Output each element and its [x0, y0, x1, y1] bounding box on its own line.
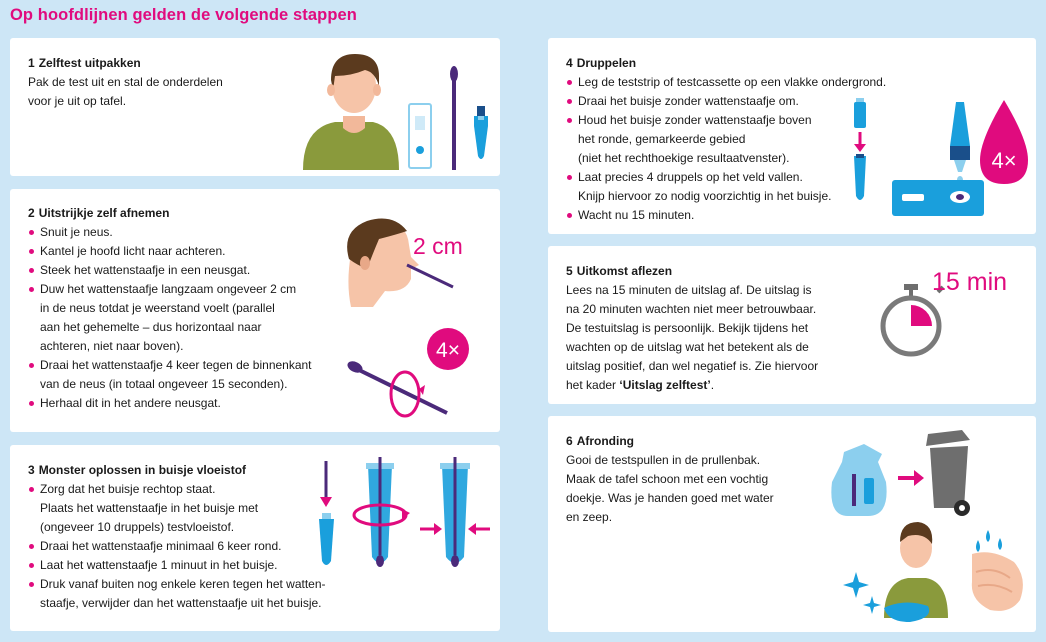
step-2-heading: 2 Uitstrijkje zelf afnemen: [28, 206, 170, 220]
list-item: Druk vanaf buiten nog enkele keren tegen het watten- staafje, verwijder dan het wattenstaafje uit het buisje.: [28, 575, 326, 613]
list-item: Steek het wattenstaafje in een neusgat.: [28, 261, 312, 280]
step-2-bullets: [28, 223, 312, 413]
step-1-text: Pak de test uit en stal de onderdelen voor je uit op tafel.: [28, 75, 223, 108]
step-3-bullets: [28, 480, 326, 613]
step-5-heading: 5 Uitkomst aflezen: [566, 264, 673, 278]
list-item: Duw het wattenstaafje langzaam ongeveer 2 cm in de neus totdat je weerstand voelt (parallel aan het gehemelte – dus horizontaal naar achteren, niet naar boven).: [28, 280, 312, 356]
step-3-card: [10, 445, 500, 631]
list-item: Houd het buisje zonder wattenstaafje boven het ronde, gemarkeerde gebied (niet het rechthoekige resultaatvenster).: [566, 111, 886, 168]
list-item: Zorg dat het buisje rechtop staat. Plaats het wattenstaafje in het buisje met (ongeveer 10 druppels) testvloeistof.: [28, 480, 326, 537]
person-unpacking-illustration: [295, 46, 495, 174]
step-6-card: [548, 416, 1036, 632]
list-item: Draai het wattenstaafje minimaal 6 keer rond.: [28, 537, 326, 556]
cleanup-illustration: [824, 422, 1032, 628]
step-5-card: [548, 246, 1036, 404]
nose-swab-illustration: [335, 199, 495, 425]
list-item: Draai het wattenstaafje 4 keer tegen de binnenkant van de neus (in totaal ongeveer 15 seconden).: [28, 356, 312, 394]
depth-label: 2 cm: [413, 233, 463, 259]
dropping-illustration: [846, 96, 1032, 228]
step-6-text: Gooi de testspullen in de prullenbak. Maak de tafel schoon met een vochtig doekje. Was je handen goed met water en zeep.: [566, 453, 774, 524]
list-item: Wacht nu 15 minuten.: [566, 206, 886, 225]
list-item: Leg de teststrip of testcassette op een vlakke ondergrond.: [566, 73, 886, 92]
list-item: Kantel je hoofd licht naar achteren.: [28, 242, 312, 261]
step-4-bullets: [566, 73, 886, 225]
step-6-heading: 6 Afronding: [566, 434, 635, 448]
page-title: Op hoofdlijnen gelden de volgende stappen: [10, 6, 357, 24]
timer-illustration: [868, 266, 1032, 362]
list-item: Snuit je neus.: [28, 223, 312, 242]
step-2-card: [10, 189, 500, 432]
turns-label: 4×: [436, 339, 460, 362]
tube-mixing-illustration: [310, 457, 496, 627]
step-5-text: Lees na 15 minuten de uitslag af. De uitslag is na 20 minuten wachten niet meer betrouwbaar. De testuitslag is persoonlijk. Bekijk tijdens het wachten op de uitslag wat het betekent als de uitslag positief, dan wel negatief is. Zie hiervoor het kader ‘Uitslag zelftest’.: [566, 283, 819, 392]
list-item: Laat het wattenstaafje 1 minuut in het buisje.: [28, 556, 326, 575]
step-4-heading: 4 Druppelen: [566, 56, 637, 70]
drops-label: 4×: [991, 148, 1017, 173]
step-3-heading: 3 Monster oplossen in buisje vloeistof: [28, 463, 247, 477]
list-item: Herhaal dit in het andere neusgat.: [28, 394, 312, 413]
timer-label: 15 min: [932, 268, 1008, 296]
step-1-heading: 1 Zelftest uitpakken: [28, 56, 141, 70]
list-item: Laat precies 4 druppels op het veld vallen. Knijp hiervoor zo nodig voorzichtig in het buisje.: [566, 168, 886, 206]
step-4-card: [548, 38, 1036, 234]
step-1-card: [10, 38, 500, 176]
list-item: Draai het buisje zonder wattenstaafje om.: [566, 92, 886, 111]
